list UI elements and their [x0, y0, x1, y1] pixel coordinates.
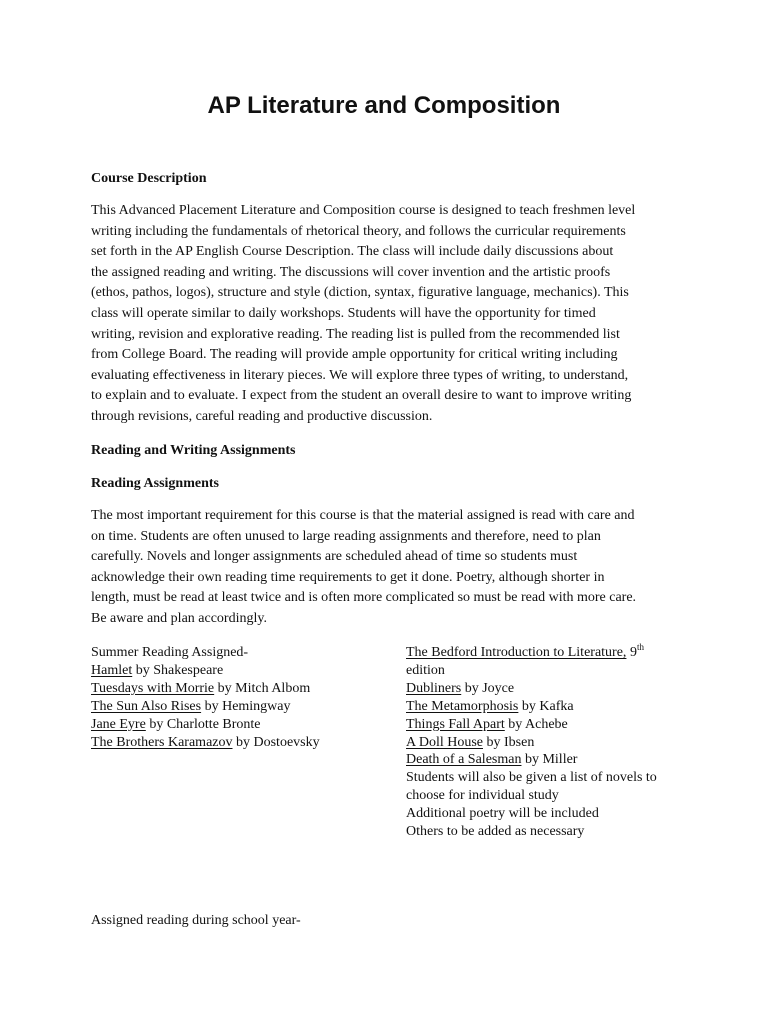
paragraph-line: from College Board. The reading will provide ample opportunity for critical writing including: [91, 347, 618, 363]
list-note: Additional poetry will be included: [406, 806, 599, 822]
paragraph-line: The most important requirement for this course is that the material assigned is read with care and: [91, 508, 635, 523]
list-item: The Sun Also Rises by Hemingway: [91, 698, 291, 714]
paragraph-line: carefully. Novels and longer assignments are scheduled ahead of time so students must: [91, 549, 578, 565]
paragraph-line: set forth in the AP English Course Description. The class will include daily discussions about: [91, 244, 614, 260]
list-item: Jane Eyre by Charlotte Bronte: [91, 716, 261, 732]
list-note: Others to be added as necessary: [406, 824, 585, 840]
paragraph-line: to explain and to evaluate. I expect from the student an overall desire to want to improve writing: [91, 388, 632, 404]
list-item: Tuesdays with Morrie by Mitch Albom: [91, 680, 311, 696]
page-title: AP Literature and Composition: [207, 92, 561, 119]
reading-assignments-heading: Reading Assignments: [91, 476, 219, 491]
summer-reading-list: [91, 644, 320, 751]
paragraph-line: This Advanced Placement Literature and Composition course is designed to teach freshmen level: [91, 203, 636, 218]
summer-reading-label: Summer Reading Assigned-: [91, 645, 249, 660]
book-title: Dubliners: [406, 680, 462, 696]
reading-writing-heading: Reading and Writing Assignments: [91, 443, 296, 458]
book-title: Jane Eyre: [91, 716, 146, 732]
paragraph-line: evaluating effectiveness in literary pieces. We will explore three types of writing, to understand,: [91, 367, 629, 383]
paragraph-line: length, must be read at least twice and is often more complicated so must be read with more care.: [91, 590, 637, 606]
list-item: The Brothers Karamazov by Dostoevsky: [91, 734, 320, 750]
list-note: Students will also be given a list of novels to: [406, 770, 657, 786]
paragraph-line: on time. Students are often unused to large reading assignments and therefore, need to plan: [91, 528, 601, 544]
list-item: A Doll House by Ibsen: [406, 734, 535, 750]
list-item: The Metamorphosis by Kafka: [406, 698, 574, 714]
course-description-paragraph: [91, 201, 691, 428]
list-item: Dubliners by Joyce: [406, 680, 515, 696]
paragraph-line: acknowledge their own reading time requirements to get it done. Poetry, although shorter in: [91, 569, 605, 585]
book-title: A Doll House: [406, 734, 483, 750]
book-title: The Sun Also Rises: [91, 698, 202, 714]
book-title: The Brothers Karamazov: [91, 734, 233, 750]
paragraph-line: writing, revision and explorative reading. The reading list is pulled from the recommended list: [91, 326, 620, 342]
paragraph-line: Be aware and plan accordingly.: [91, 610, 267, 626]
book-title: The Bedford Introduction to Literature,: [406, 645, 627, 660]
school-year-reading-list: [406, 644, 657, 841]
paragraph-line: the assigned reading and writing. The discussions will cover invention and the artistic proofs: [91, 264, 611, 280]
paragraph-line: class will operate similar to daily workshops. Students will have the opportunity for timed: [91, 305, 596, 321]
list-item-continuation: edition: [406, 662, 445, 678]
list-item: Hamlet by Shakespeare: [91, 662, 224, 678]
list-item: Things Fall Apart by Achebe: [406, 716, 568, 732]
paragraph-line: writing including the fundamentals of rhetorical theory, and follows the curricular requirements: [91, 223, 626, 239]
paragraph-line: (ethos, pathos, logos), structure and style (diction, syntax, figurative language, mechanics). This: [91, 285, 629, 301]
book-title: Things Fall Apart: [406, 716, 505, 732]
list-note: choose for individual study: [406, 788, 559, 804]
book-title: Hamlet: [91, 662, 133, 678]
paragraph-line: through revisions, careful reading and productive discussion.: [91, 408, 433, 424]
course-description-heading: Course Description: [91, 171, 207, 186]
book-title: Tuesdays with Morrie: [91, 680, 215, 696]
book-title: The Metamorphosis: [406, 698, 519, 714]
reading-assignments-paragraph: [91, 506, 691, 630]
list-item: Death of a Salesman by Miller: [406, 752, 578, 768]
book-title: Death of a Salesman: [406, 752, 522, 768]
school-year-label: Assigned reading during school year-: [91, 913, 301, 928]
list-item: The Bedford Introduction to Literature, 9th: [406, 642, 644, 660]
